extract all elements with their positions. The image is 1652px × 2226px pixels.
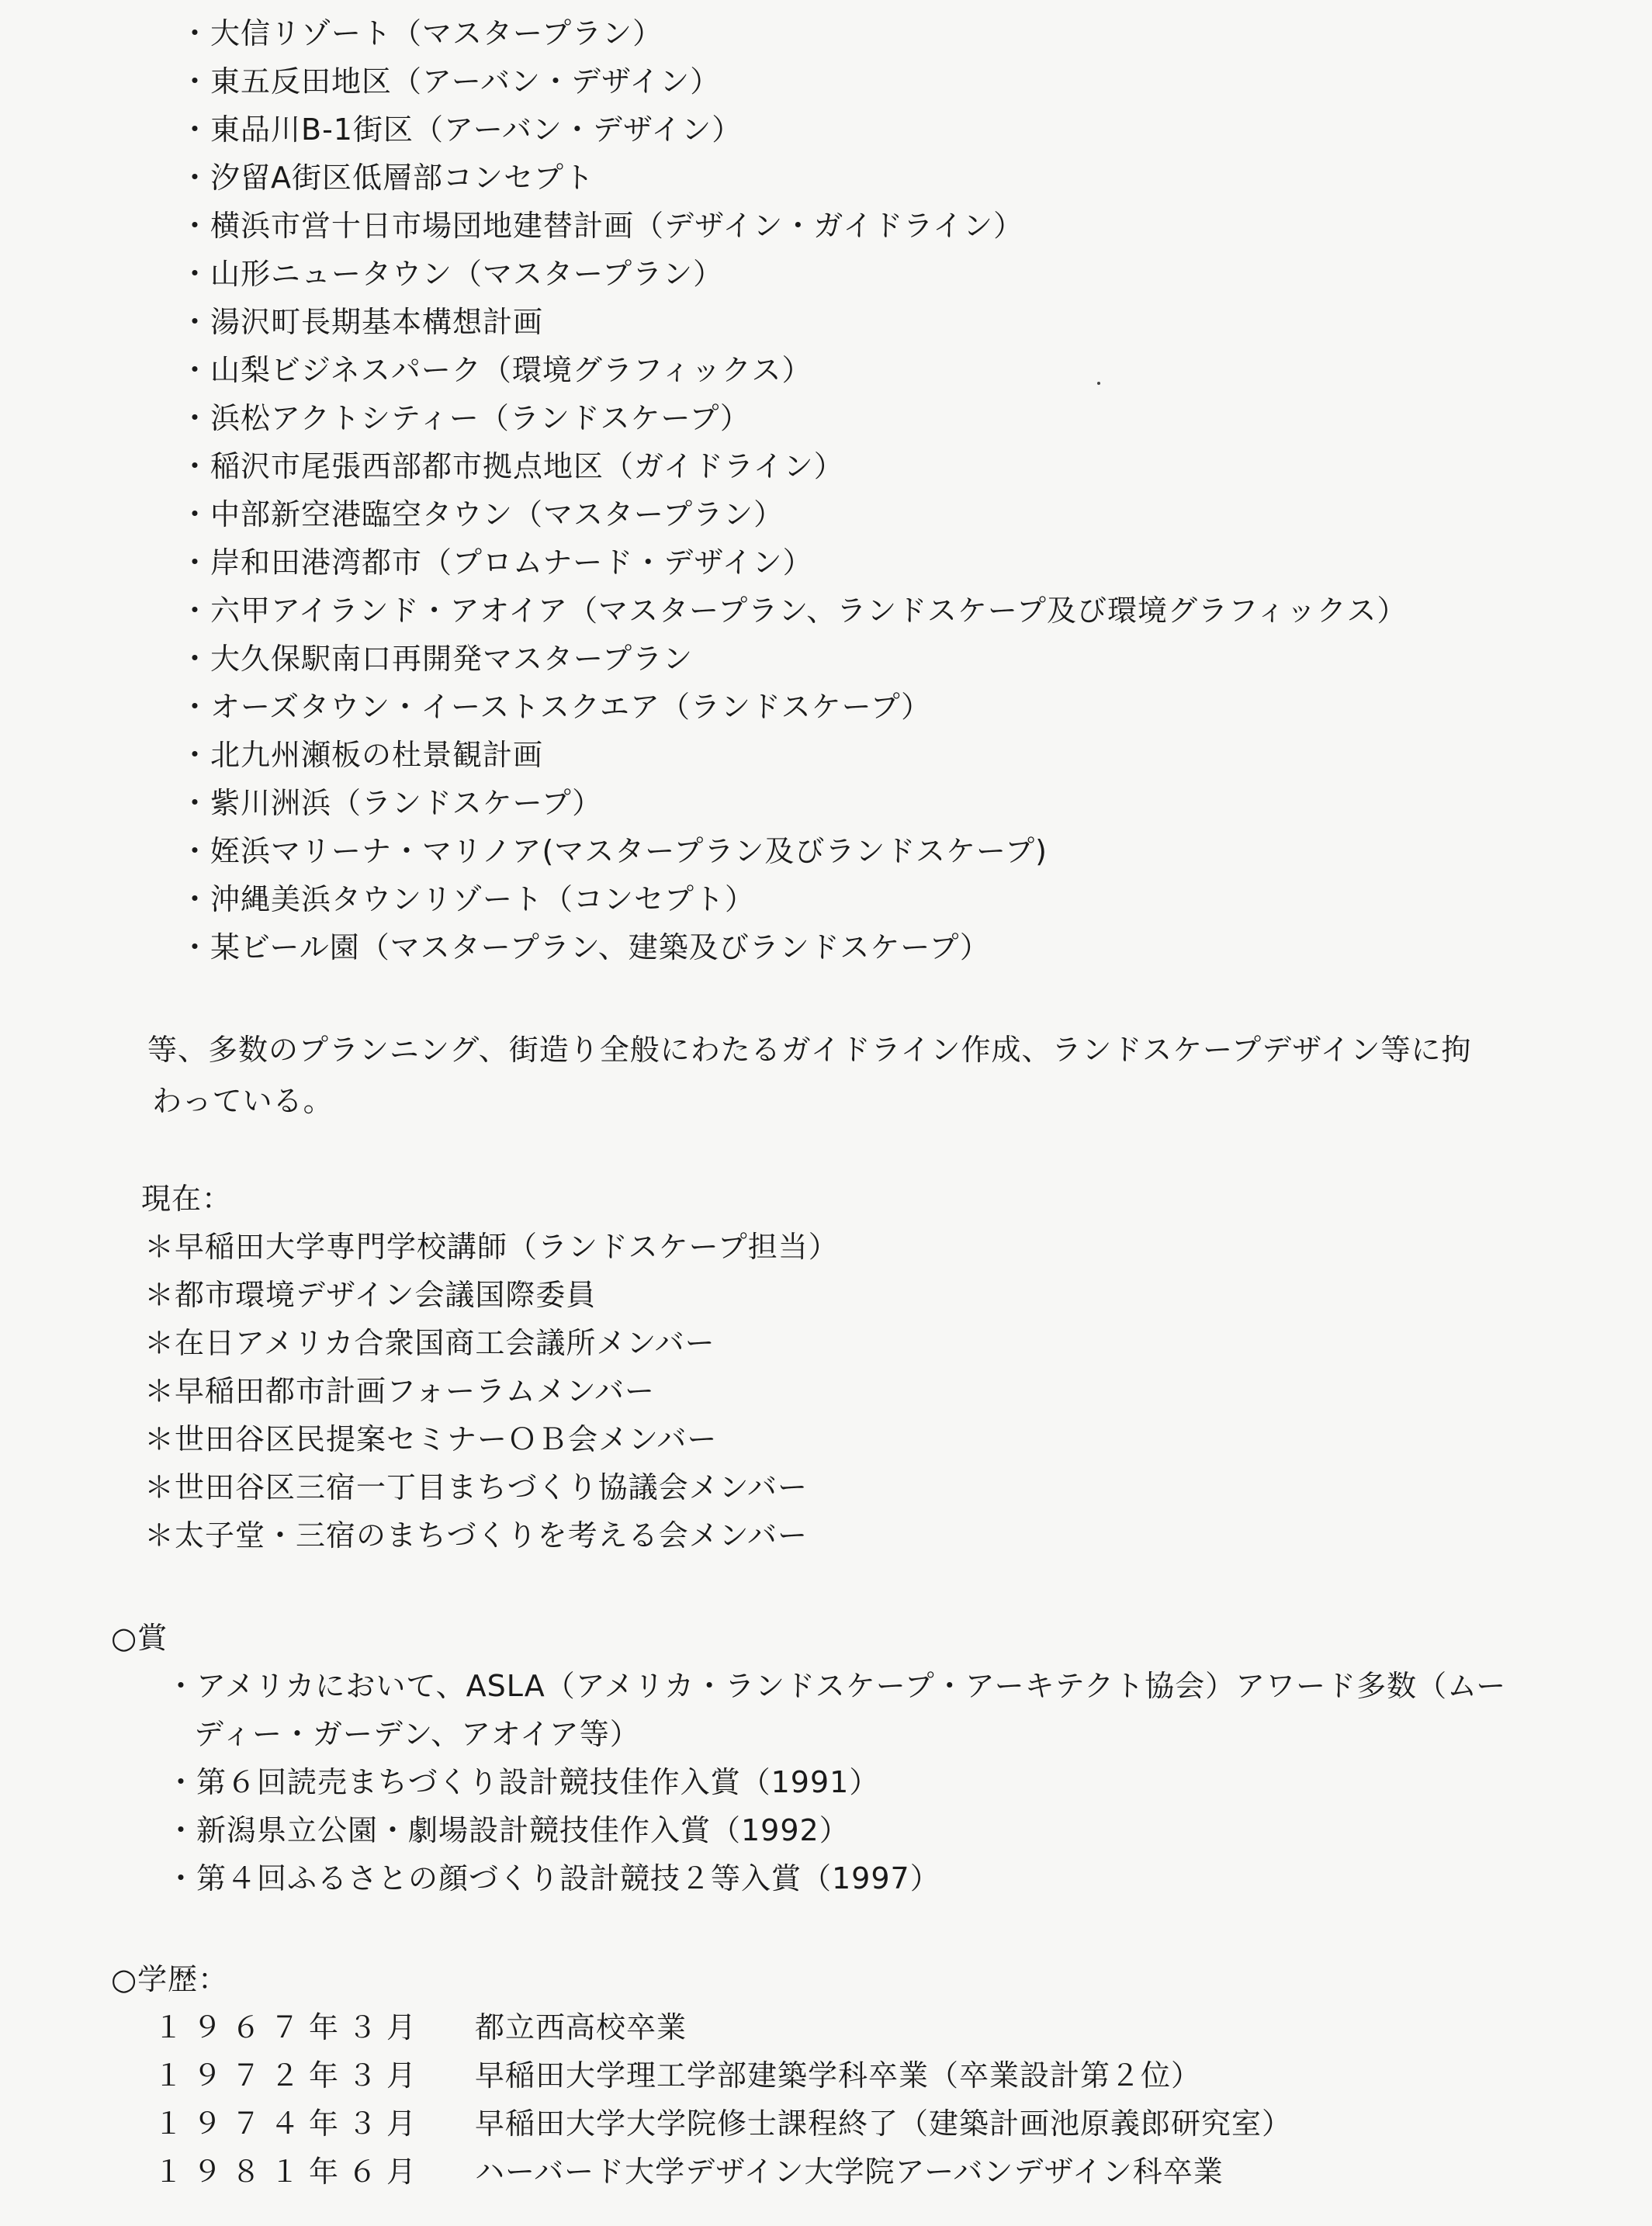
education-description: ハーバード大学デザイン大学院アーバンデザイン科卒業 <box>475 2155 1224 2189</box>
project-item: ・某ビール園（マスタープラン、建築及びランドスケープ） <box>180 930 990 964</box>
project-item: ・中部新空港臨空タウン（マスタープラン） <box>180 497 784 531</box>
project-item: ・沖縄美浜タウンリゾート（コンセプト） <box>180 882 756 916</box>
project-item: ・岸和田港湾都市（プロムナード・デザイン） <box>180 545 813 580</box>
education-heading: ○学歴： <box>111 1962 229 1996</box>
project-item: ・湯沢町長期基本構想計画 <box>180 305 544 339</box>
award-item: ・アメリカにおいて、ASLA（アメリカ・ランドスケープ・アーキテクト協会）アワード多数（ムー <box>166 1669 1507 1703</box>
membership-item: ＊早稲田都市計画フォーラムメンバー <box>144 1374 656 1408</box>
project-item: ・オーズタウン・イーストスクエア（ランドスケープ） <box>180 690 932 724</box>
summary-line-1: 等、多数のプランニング、街造り全般にわたるガイドライン作成、ランドスケープデザイン等に拘 <box>147 1033 1472 1067</box>
project-item: ・山梨ビジネスパーク（環境グラフィックス） <box>180 353 812 387</box>
education-date: １９８１年６月 <box>154 2155 426 2189</box>
education-date: １９７２年３月 <box>154 2058 426 2093</box>
award-item: ・第６回読売まちづくり設計競技佳作入賞（1991） <box>166 1765 880 1799</box>
membership-item: ＊世田谷区民提案セミナーＯＢ会メンバー <box>144 1422 718 1456</box>
project-item: ・浜松アクトシティー（ランドスケープ） <box>180 401 750 435</box>
project-item: ・東品川B-1街区（アーバン・デザイン） <box>180 113 743 147</box>
project-item: ・汐留A街区低層部コンセプト <box>180 161 594 195</box>
project-item: ・東五反田地区（アーバン・デザイン） <box>180 64 721 99</box>
award-item: ・第４回ふるさとの顔づくり設計競技２等入賞（1997） <box>166 1861 940 1895</box>
awards-heading: ○賞 <box>111 1621 168 1655</box>
scan-speck <box>1097 382 1100 385</box>
summary-line-2: わっている。 <box>152 1084 334 1118</box>
award-item: ・新潟県立公園・劇場設計競技佳作入賞（1992） <box>166 1813 850 1847</box>
membership-item: ＊世田谷区三宿一丁目まちづくり協議会メンバー <box>144 1470 808 1504</box>
education-description: 早稲田大学大学院修士課程終了（建築計画池原義郎研究室） <box>475 2107 1293 2141</box>
current-label: 現在： <box>141 1182 233 1216</box>
education-description: 早稲田大学理工学部建築学科卒業（卒業設計第２位） <box>475 2058 1202 2093</box>
project-item: ・稲沢市尾張西部都市拠点地区（ガイドライン） <box>180 449 844 483</box>
education-description: 都立西高校卒業 <box>475 2010 687 2044</box>
project-item: ・六甲アイランド・アオイア（マスタープラン、ランドスケープ及び環境グラフィックス） <box>180 594 1408 628</box>
project-item: ・大久保駅南口再開発マスタープラン <box>180 642 694 676</box>
project-item: ・北九州瀬板の杜景観計画 <box>180 738 544 772</box>
project-item: ・山形ニュータウン（マスタープラン） <box>180 257 724 291</box>
education-date: １９６７年３月 <box>154 2010 426 2044</box>
project-item: ・大信リゾート（マスタープラン） <box>180 16 663 50</box>
membership-item: ＊在日アメリカ合衆国商工会議所メンバー <box>144 1326 715 1360</box>
project-item: ・姪浜マリーナ・マリノア(マスタープラン及びランドスケープ) <box>180 834 1048 868</box>
project-item: ・紫川洲浜（ランドスケープ） <box>180 786 603 820</box>
membership-item: ＊早稲田大学専門学校講師（ランドスケープ担当） <box>144 1230 839 1264</box>
membership-item: ＊都市環境デザイン会議国際委員 <box>144 1278 597 1312</box>
project-item: ・横浜市営十日市場団地建替計画（デザイン・ガイドライン） <box>180 209 1024 243</box>
membership-item: ＊太子堂・三宿のまちづくりを考える会メンバー <box>144 1518 808 1553</box>
education-date: １９７４年３月 <box>154 2107 426 2141</box>
award-item-continuation: ディー・ガーデン、アオイア等） <box>194 1717 640 1751</box>
